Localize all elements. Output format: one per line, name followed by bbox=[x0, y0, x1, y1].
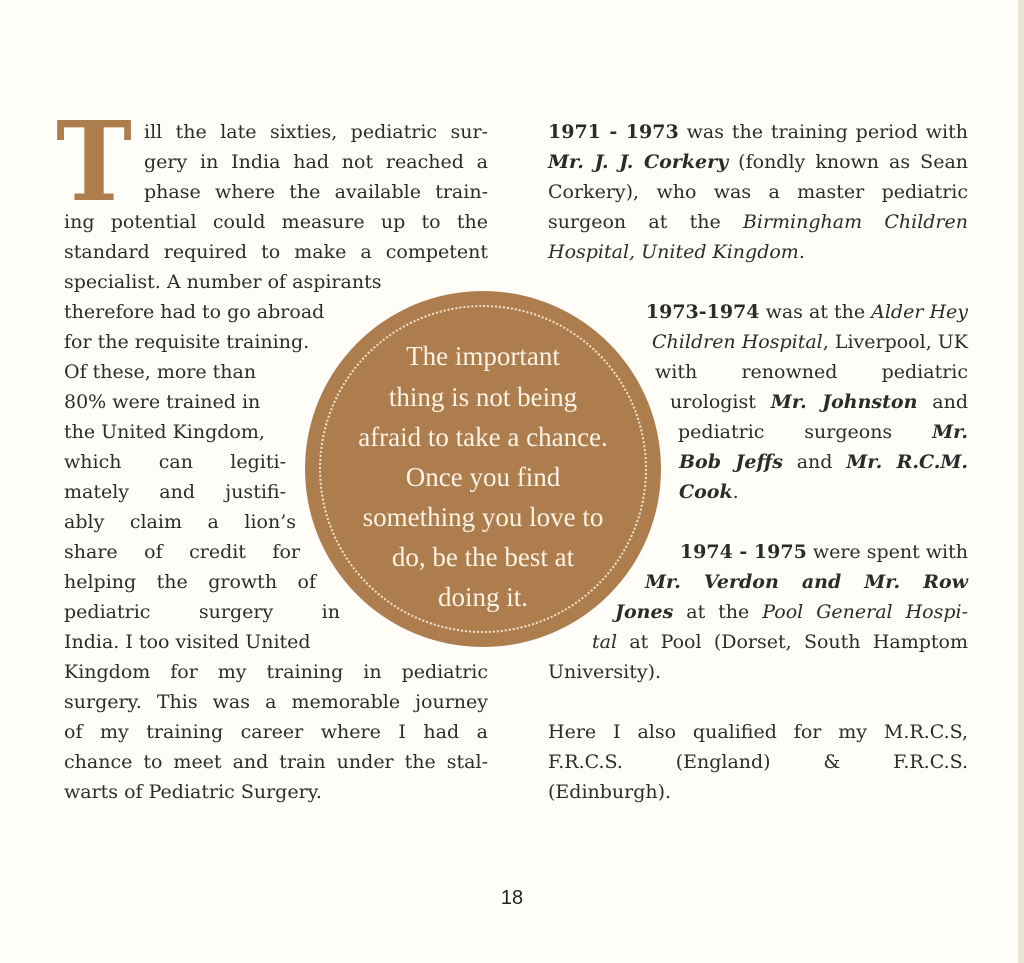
right-line: Bob Jeffs and Mr. R.C.M. bbox=[679, 451, 969, 473]
left-line: pediatric surgery in bbox=[64, 601, 340, 623]
left-line: which can legiti- bbox=[64, 451, 286, 473]
left-line: therefore had to go abroad bbox=[64, 301, 325, 323]
right-line: tal at Pool (Dorset, South Hamptom bbox=[592, 631, 968, 653]
left-line: specialist. A number of aspirants bbox=[64, 271, 382, 293]
left-line: standard required to make a competent bbox=[64, 241, 488, 263]
left-line: 80% were trained in bbox=[64, 391, 261, 413]
left-line: ill the late sixties, pediatric sur- bbox=[144, 121, 488, 143]
right-line: surgeon at the Birmingham Children bbox=[548, 211, 968, 233]
pull-quote-line: thing is not being bbox=[388, 382, 578, 412]
right-line: Children Hospital, Liverpool, UK bbox=[652, 331, 968, 353]
pull-quote-line: afraid to take a chance. bbox=[358, 422, 608, 452]
right-line: (Edinburgh). bbox=[548, 781, 672, 803]
page-edge bbox=[1018, 0, 1024, 963]
left-line: share of credit for bbox=[64, 541, 300, 563]
left-line: Of these, more than bbox=[64, 361, 257, 383]
left-line: India. I too visited United bbox=[64, 631, 311, 653]
left-line: of my training career where I had a bbox=[64, 721, 488, 743]
right-line: F.R.C.S. (England) & F.R.C.S. bbox=[548, 751, 968, 773]
right-line: Mr. J. J. Corkery (fondly known as Sean bbox=[548, 151, 969, 173]
pull-quote-line: doing it. bbox=[437, 582, 528, 612]
left-line: the United Kingdom, bbox=[64, 421, 265, 443]
left-line: surgery. This was a memorable journey bbox=[64, 691, 488, 713]
left-line: ably claim a lion’s bbox=[64, 511, 296, 533]
left-line: chance to meet and train under the stal- bbox=[64, 751, 488, 773]
page-number: 18 bbox=[500, 887, 524, 909]
left-line: mately and justifi- bbox=[64, 481, 286, 503]
right-line: 1971 - 1973 was the training period with bbox=[548, 121, 968, 143]
drop-cap bbox=[56, 118, 132, 204]
left-line: warts of Pediatric Surgery. bbox=[64, 781, 322, 803]
right-line: 1974 - 1975 were spent with bbox=[679, 541, 968, 563]
left-line: Kingdom for my training in pediatric bbox=[64, 661, 488, 683]
pull-quote-line: do, be the best at bbox=[391, 542, 575, 572]
pull-quote-line: The important bbox=[406, 341, 560, 371]
pull-quote-line: Once you find bbox=[405, 462, 561, 492]
left-line: gery in India had not reached a bbox=[144, 151, 488, 173]
year-range: 1973-1974 bbox=[645, 301, 760, 323]
right-line: urologist Mr. Johnston and bbox=[670, 391, 968, 413]
right-line: Jones at the Pool General Hospi- bbox=[615, 601, 969, 623]
year-range: 1971 - 1973 bbox=[548, 121, 679, 143]
right-line: Cook. bbox=[679, 481, 739, 503]
right-line: 1973-1974 was at the Alder Hey bbox=[645, 301, 968, 323]
pull-quote-line: something you love to bbox=[362, 502, 604, 532]
right-line: University). bbox=[548, 661, 662, 683]
left-line: phase where the available train- bbox=[144, 181, 488, 203]
surgeon-name: Mr. J. J. Corkery bbox=[548, 151, 729, 173]
left-line: helping the growth of bbox=[64, 571, 316, 593]
year-range: 1974 - 1975 bbox=[679, 541, 807, 563]
right-line: Here I also qualified for my M.R.C.S, bbox=[548, 721, 968, 743]
right-line: Mr. Verdon and Mr. Row bbox=[645, 571, 968, 593]
right-line: pediatric surgeons Mr. bbox=[678, 421, 968, 443]
left-line: ing potential could measure up to the bbox=[64, 211, 488, 233]
left-line: for the requisite training. bbox=[64, 331, 310, 353]
right-line: Corkery), who was a master pediatric bbox=[548, 181, 968, 203]
right-line: with renowned pediatric bbox=[655, 361, 968, 383]
right-line: Hospital, United Kingdom. bbox=[548, 241, 805, 263]
svg-text:T: T bbox=[56, 118, 132, 204]
